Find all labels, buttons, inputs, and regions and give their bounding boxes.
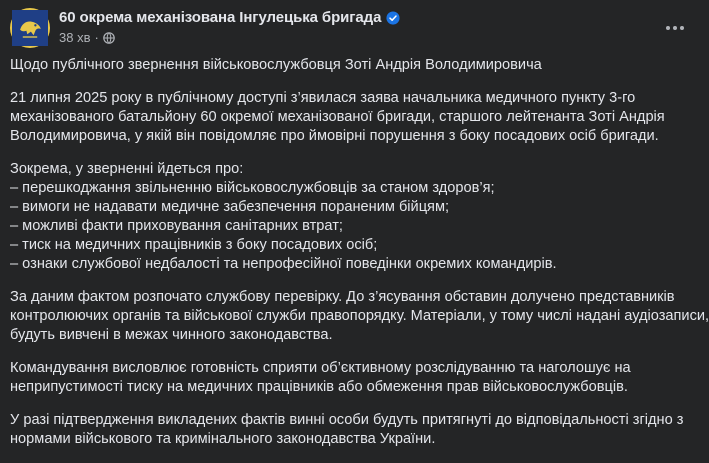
- paragraph: [10, 56, 693, 75]
- text-line: неприпустимості тиску на медичних працівників або обмеження прав військовослужбовців.: [10, 379, 628, 395]
- verified-badge-icon: [386, 11, 400, 25]
- list-item: – можливі факти приховування санітарних втрат;: [10, 218, 343, 234]
- globe-icon[interactable]: [103, 32, 115, 44]
- paragraph: [10, 89, 693, 146]
- post-timestamp[interactable]: 38 хв: [59, 30, 91, 45]
- paragraph: [10, 288, 709, 345]
- text-line: За даним фактом розпочато службову перевірку. До з’ясування обставин долучено представників: [10, 289, 675, 305]
- post-body: [10, 56, 709, 463]
- paragraph: [10, 411, 693, 449]
- page-name-row: [59, 9, 400, 26]
- text-line: 21 липня 2025 року в публічному доступі з’явилася заява начальника медичного пункту 3-го: [10, 90, 636, 106]
- list-item: – вимоги не надавати медичне забезпечення пораненим бійцям;: [10, 199, 450, 215]
- text-line: Володимировича, у якій він повідомляє про ймовірні порушення з боку посадових осіб бригади.: [10, 128, 659, 144]
- more-options-icon[interactable]: [657, 10, 693, 46]
- text-line: Щодо публічного звернення військовослужбовця Зоті Андрія Володимировича: [10, 57, 542, 73]
- list-item: – ознаки службової недбалості та непрофесійної поведінки окремих командирів.: [10, 256, 557, 272]
- text-line: контролюючих органів та військової служби правопорядку. Матеріали, у тому числі надані аудіозаписи,: [10, 308, 709, 324]
- text-line: нормами військового та кримінального законодавства України.: [10, 431, 436, 447]
- text-line: У разі підтвердження викладених фактів винні особи будуть притягнуті до відповідальності згідно з: [10, 412, 684, 428]
- post-header: [10, 8, 691, 48]
- paragraph: [10, 359, 693, 397]
- page-name[interactable]: 60 окрема механізована Інгулецька бригада: [59, 9, 382, 26]
- list-item: – перешкоджання звільненню військовослужбовців за станом здоров’я;: [10, 180, 495, 196]
- text-line: Зокрема, у зверненні йдеться про:: [10, 161, 244, 177]
- list-item: – тиск на медичних працівників з боку посадових осіб;: [10, 237, 378, 253]
- post-meta: [59, 30, 115, 45]
- brigade-emblem-icon[interactable]: [10, 8, 50, 48]
- text-line: механізованого батальйону 60 окремої механізованої бригади, старшого лейтенанта Зоті Андрія: [10, 109, 665, 125]
- paragraph: [10, 160, 693, 274]
- text-line: будуть вивчені в межах чинного законодавства.: [10, 327, 333, 343]
- meta-separator: ·: [94, 30, 99, 45]
- text-line: Командування висловлює готовність сприяти об’єктивному розслідуванню та наголошує на: [10, 360, 631, 376]
